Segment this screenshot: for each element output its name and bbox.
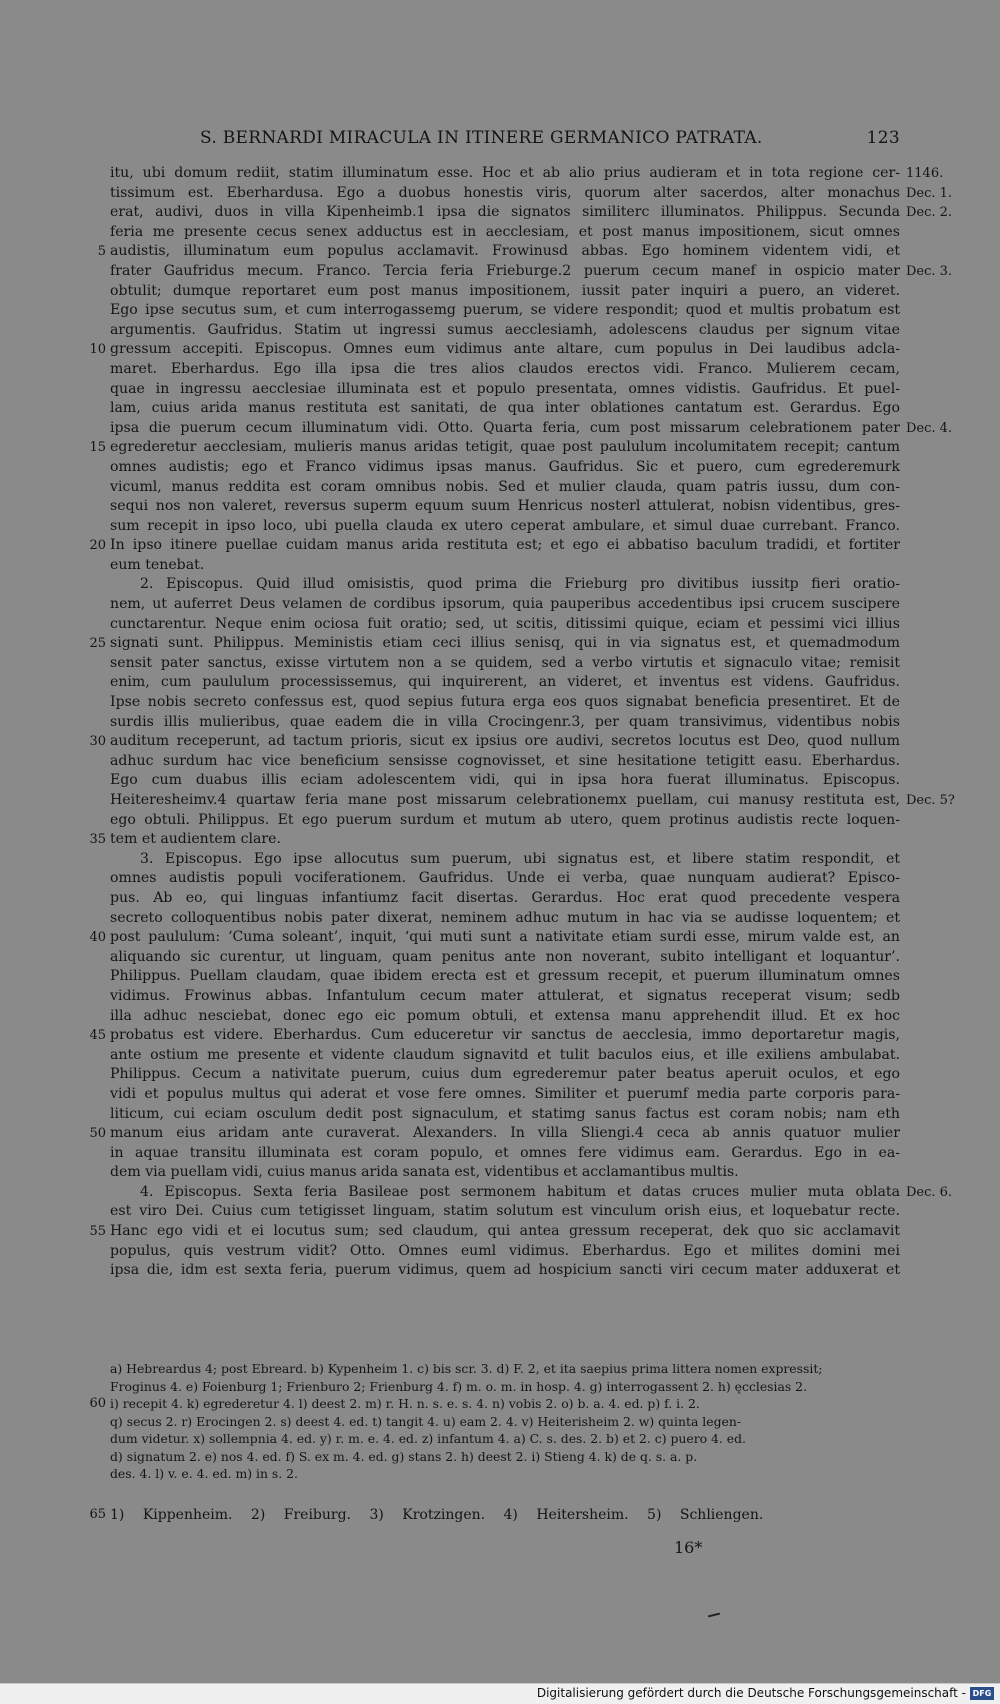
line-number: 10: [89, 342, 106, 358]
text-line-content: tissimum est. Eberhardusa. Ego a duobus honestis viris, quorum alter sacerdos, alter monachus: [110, 184, 900, 201]
text-line: [110, 615, 900, 635]
footnote-line: [110, 1465, 900, 1483]
text-line: [110, 1085, 900, 1105]
text-line-content: illa adhuc nesciebat, donec ego eic pomum obtuli, et extensa manu apprehendit illud. Et ex hoc: [110, 1007, 900, 1024]
line-number: 40: [89, 930, 106, 946]
text-line-content: dem via puellam vidi, cuius manus arida sanata est, videntibus et acclamantibus multis.: [110, 1164, 739, 1181]
text-line: [89, 1124, 900, 1144]
text-line: [110, 1007, 900, 1027]
text-line-content: vidimus. Frowinus abbas. Infantulum cecum mater attulerat, et signatus receperat visum; sedb: [110, 987, 900, 1004]
text-line-content: in aquae transitu illuminata est coram populo, et omnes fere vidimus eam. Gerardus. Ego in ea-: [110, 1144, 900, 1161]
text-line-content: In ipso itinere puellae cuidam manus arida restituta est; et ego ei abbatiso baculum tradidi, et fortiter: [110, 537, 900, 554]
text-line-content: egrederetur aecclesiam, mulieris manus aridas tetigit, quae post paululum incolumitatem recepit; cantum: [110, 439, 900, 456]
text-line: [110, 869, 900, 889]
text-line-content: eum tenebat.: [110, 556, 205, 573]
text-line-content: obtulit; dumque reportaret eum post manus impositionem, iussit pater inquiri a puero, an videret.: [110, 282, 900, 299]
text-line: [89, 830, 900, 850]
text-line: [110, 1261, 900, 1281]
text-line: [89, 928, 900, 948]
text-line-content: Ipse nobis secreto confessus est, quod sepius futura erga eos quos signabat beneficia presentiret. Et de: [110, 694, 900, 711]
footnote-line: [110, 1378, 900, 1396]
footnote-text: dum videtur. x) sollempnia 4. ed. y) r. m. e. 4. ed. z) infantum 4. a) C. s. des. 2. b) et 2. c) puero 4. ed.: [110, 1431, 746, 1446]
text-line: [110, 791, 955, 811]
text-line: [110, 575, 900, 595]
text-line-content: Ego ipse secutus sum, et cum interrogassemg puerum, se videre respondit; quod et multis probatum est: [110, 302, 900, 319]
text-line-content: 3. Episcopus. Ego ipse allocutus sum puerum, ubi signatus est, et libere statim respondit, et: [140, 850, 900, 867]
text-line: [89, 1222, 900, 1242]
line-number: 15: [89, 440, 106, 456]
line-number: 5: [97, 244, 106, 260]
text-line-content: auditum receperunt, ad tactum prioris, sicut ex ipsius ore audivi, secretos locutus est Deo, quod nullum: [110, 733, 900, 750]
text-line: [110, 1144, 900, 1164]
main-text: [89, 164, 955, 1281]
text-line: [110, 850, 900, 870]
footnote-line: [110, 1448, 900, 1466]
text-line-content: frater Gaufridus mecum. Franco. Tercia feria Frieburge.2 puerum cecum manef in ospicio mater: [110, 262, 900, 279]
text-line-content: surdis illis mulieribus, quae eadem die in villa Crocingenr.3, per quam transivimus, videntibus nobis: [110, 713, 900, 730]
text-line-content: omnes audistis; ego et Franco vidimus ipsas manus. Gaufridus. Sic et puero, cum egrederemurk: [110, 458, 900, 475]
text-line-content: aliquando sic curentur, ut linguam, quam penitus ante non noverant, subito intelligant et loquantur’.: [110, 948, 900, 965]
page-number: 123: [866, 128, 900, 148]
footnote-text: q) secus 2. r) Erocingen 2. s) deest 4. ed. t) tangit 4. u) eam 2. 4. v) Heiterisheim 2. w) quinta legen-: [110, 1413, 742, 1429]
footnote-line: [89, 1395, 900, 1413]
line-number: 60: [89, 1396, 106, 1411]
line-number: 50: [89, 1126, 106, 1142]
line-number: 45: [89, 1028, 106, 1044]
text-line: [110, 556, 900, 576]
text-line: [110, 693, 900, 713]
text-line-content: cunctarentur. Neque enim ociosa fuit oratio; sed, ut scitis, ditissimi quique, eciam et pessimi vici illius: [110, 615, 900, 632]
text-line-content: manum eius aridam ante curaverat. Alexanders. In villa Sliengi.4 ceca ab annis quatuor mulier: [110, 1125, 900, 1142]
text-line: [89, 340, 900, 360]
line-number: 30: [89, 734, 106, 750]
text-line-content: signati sunt. Philippus. Meministis etiam ceci illius senisq, qui in via signatus est, et quemadmodum: [110, 635, 900, 652]
text-line-content: feria me presente cecus senex adductus est in aecclesiam, et post manus impositionem, sicut omnes: [110, 223, 900, 240]
text-line: [110, 654, 900, 674]
text-line-content: probatus est videre. Eberhardus. Cum educeretur vir sanctus de aecclesia, immo deportaretur magis,: [110, 1027, 900, 1044]
text-line: [89, 634, 900, 654]
text-line-content: erat, audivi, duos in villa Kipenheimb.1 ipsa die signatos similiterc illuminatos. Philippus. Secunda: [110, 204, 900, 221]
text-line: [110, 967, 900, 987]
text-line-content: omnes audistis populi vociferationem. Gaufridus. Unde ei verba, quae nunquam audierat? Episco-: [110, 870, 900, 887]
text-line-content: gressum accepiti. Episcopus. Omnes eum vidimus ante altare, cum populus in Dei laudibus adcla-: [110, 341, 900, 358]
footnote-line: [110, 1430, 900, 1448]
text-line-content: ipsa die puerum cecum illuminatum vidi. Otto. Quarta feria, cum post missarum celebrationem pater: [110, 419, 900, 436]
text-line: [110, 1105, 900, 1125]
text-line-content: quae in ingressu aecclesiae illuminata est et populo presentata, omnes vidistis. Gaufridus. Et puel-: [110, 380, 900, 397]
text-line-content: pus. Ab eo, qui linguas infantiumz facit disertas. Gerardus. Hoc erat quod precedente vespera: [110, 889, 900, 906]
margin-date: Dec. 2.: [906, 205, 953, 221]
text-line-content: Hanc ego vidi et ei locutus sum; sed claudum, qui antea gressum receperat, dek quo sic acclamavit: [110, 1223, 900, 1240]
text-line: [89, 732, 900, 752]
text-line-content: Ego cum duabus illis eciam adolescentem vidi, qui in ipsa hora fuerat illuminatus. Episcopus.: [110, 772, 900, 789]
margin-date: Dec. 3.: [906, 263, 953, 279]
text-line: [97, 242, 900, 262]
line-number: 25: [89, 636, 106, 652]
text-line: [110, 1065, 900, 1085]
line-number: 55: [89, 1224, 106, 1240]
text-line: [110, 1183, 953, 1203]
text-line: [110, 321, 900, 341]
text-line: [110, 164, 944, 184]
stray-mark: [708, 1613, 720, 1618]
margin-date: Dec. 5?: [906, 793, 955, 808]
running-title: S. BERNARDI MIRACULA IN ITINERE GERMANICO PATRATA.: [200, 128, 763, 148]
text-line-content: vicuml, manus reddita est coram omnibus nobis. Sed et mulier clauda, quam patris iussu, dum con-: [110, 478, 900, 495]
text-line: [110, 262, 953, 282]
text-line: [110, 203, 953, 223]
text-line: [110, 517, 900, 537]
text-line: [110, 419, 953, 439]
text-line-content: maret. Eberhardus. Ego illa ipsa die tres alios claudos erectos vidi. Franco. Mulierem cecam,: [110, 360, 900, 377]
footer-credit: Digitalisierung gefördert durch die Deutsche Forschungsgemeinschaft -: [536, 1686, 966, 1700]
text-line-content: enim, cum paululum processissemus, qui inquirerent, an videret, et inventus est videns. Gaufridus.: [110, 674, 900, 691]
place-notes: [89, 1507, 900, 1523]
line-number: 20: [89, 538, 106, 554]
footnotes: [89, 1360, 900, 1483]
footnote-text: i) recepit 4. k) egrederetur 4. l) deest 2. m) r. H. n. s. e. s. 4. n) vobis 2. o) b. a. 4. ed. p) f. i. 2.: [110, 1396, 700, 1411]
text-line-content: sensit pater sanctus, exisse virtutem non a se quidem, sed a verbo virtutis et signaculo vitae; remisit: [110, 654, 900, 671]
text-line: [110, 478, 900, 498]
text-line-content: ante ostium me presente et vidente claudum signavitd et tulit baculos eius, et ille exiliens ambulabat.: [110, 1046, 900, 1063]
text-line: [89, 1026, 900, 1046]
text-line-content: liticum, cui eciam osculum dedit post signaculum, et statimg sanus factus est coram nobis; nam eth: [110, 1105, 900, 1122]
margin-date: Dec. 6.: [906, 1184, 953, 1200]
footnote-text: a) Hebreardus 4; post Ebreard. b) Kypenheim 1. c) bis scr. 3. d) F. 2, et ita saepius prima littera nomen expressit;: [110, 1361, 823, 1376]
text-line-content: vidi et populus multus qui aderat et vose fere omnes. Similiter et puerumf media parte corporis para-: [110, 1085, 900, 1102]
place-notes-text: 1) Kippenheim. 2) Freiburg. 3) Krotzingen. 4) Heitersheim. 5) Schliengen.: [110, 1507, 764, 1523]
footnote-line: [110, 1360, 900, 1378]
text-line-content: nem, ut auferret Deus velamen de cordibus ipsorum, quia pauperibus accedentibus ipsi crucem suscipere: [110, 596, 900, 613]
footnote-text: d) signatum 2. e) nos 4. ed. f) S. ex m. 4. ed. g) stans 2. h) deest 2. i) Stieng 4. k) de q. s. a. p.: [110, 1448, 698, 1464]
text-line-content: lam, cuius arida manus restituta est sanitati, de qua inter oblationes cantatum est. Gerardus. Ego: [110, 400, 900, 417]
text-line: [110, 380, 900, 400]
text-line: [89, 438, 900, 458]
text-line-content: adhuc surdum hac vice beneficium sensisse cognovisset, et sine hesitatione tetigitt easu. Eberhardus.: [110, 752, 900, 769]
line-number: 65: [89, 1507, 106, 1522]
signature-mark: 16*: [674, 1538, 703, 1557]
text-line-content: est viro Dei. Cuius cum tetigisset linguam, statim solutum est vinculum orish eius, et loquebatur recte.: [110, 1203, 900, 1220]
margin-date: Dec. 4.: [906, 420, 953, 436]
text-line: [89, 536, 900, 556]
text-line: [110, 948, 900, 968]
margin-date: 1146.: [906, 166, 944, 181]
text-line: [110, 909, 900, 929]
text-line: [110, 987, 900, 1007]
text-line: [110, 282, 900, 302]
text-line: [110, 1242, 900, 1262]
text-line: [110, 673, 900, 693]
text-line-content: Philippus. Cecum a nativitate puerum, cuius dum egrederemur pater beatus aperuit oculos, et ego: [110, 1066, 900, 1083]
text-line: [110, 497, 900, 517]
running-header: [200, 128, 900, 148]
text-line-content: populus, quis vestrum vidit? Otto. Omnes euml vidimus. Eberhardus. Ego et milites domini mei: [110, 1242, 900, 1259]
text-line-content: Philippus. Puellam claudam, quae ibidem erecta est et gressum recepit, et puerum illuminatum omnes: [110, 968, 900, 985]
text-line: [110, 811, 900, 831]
text-line-content: secreto colloquentibus nobis pater dixerat, neminem adhuc mutum in hac via se audisse loquentem; et: [110, 909, 900, 926]
footnote-text: des. 4. l) v. e. 4. ed. m) in s. 2.: [110, 1466, 298, 1481]
margin-date: Dec. 1.: [906, 185, 953, 201]
line-number: 35: [89, 832, 106, 848]
text-line-content: ipsa die, idm est sexta feria, puerum vidimus, quem ad hospicium sancti viri cecum mater adduxerat et: [110, 1262, 900, 1279]
text-line: [110, 360, 900, 380]
text-line-content: ego obtuli. Philippus. Et ego puerum surdum et mutum ab utero, quem protinus audistis recte loquen-: [110, 811, 900, 828]
text-line-content: itu, ubi domum rediit, statim illuminatum esse. Hoc et ab alio prius audieram et in tota regione cer-: [110, 165, 900, 181]
footnote-line: [110, 1413, 900, 1431]
text-line: [110, 595, 900, 615]
footnote-text: Froginus 4. e) Foienburg 1; Frienburo 2; Frienburg 4. f) m. o. m. in hosp. 4. g) interrogassent 2. h) ęcclesias 2.: [110, 1378, 808, 1394]
text-line-content: sum recepit in ipso loco, ubi puella clauda ex utero ceperat ambulare, et simul duae currebant. Franco.: [110, 517, 900, 534]
text-line-content: argumentis. Gaufridus. Statim ut ingressi sumus aecclesiamh, adolescens claudus per signum vitae: [110, 321, 900, 338]
text-line-content: sequi nos non valeret, reversus superm equum suum Henricus nosterl attulerat, nobisn videntibus, gres-: [110, 498, 900, 515]
text-line: [110, 752, 900, 772]
digitization-footer: [0, 1683, 1000, 1704]
text-line: [110, 889, 900, 909]
text-line: [110, 223, 900, 243]
text-line: [110, 771, 900, 791]
text-line: [110, 713, 900, 733]
text-line: [110, 1202, 900, 1222]
text-line-content: post paululum: ‘Cuma soleant’, inquit, ‘qui muti sunt a nativitate etiam surdi esse, mirum valde est, an: [110, 929, 900, 946]
text-line: [110, 301, 900, 321]
text-line-content: 4. Episcopus. Sexta feria Basileae post sermonem habitum et datas cruces mulier muta oblata: [140, 1183, 900, 1200]
text-line: [110, 184, 953, 204]
text-line-content: audistis, illuminatum eum populus acclamavit. Frowinusd abbas. Ego hominem videntem vidi, et: [110, 243, 900, 260]
text-line: [110, 399, 900, 419]
text-line-content: 2. Episcopus. Quid illud omisistis, quod prima die Frieburg pro divitibus iussitp fieri oratio-: [140, 576, 900, 593]
text-line: [110, 458, 900, 478]
text-line: [110, 1163, 900, 1183]
text-line-content: Heiteresheimv.4 quartaw feria mane post missarum celebrationemx puellam, cui manusy restituta est,: [110, 792, 900, 808]
dfg-logo-icon: DFG: [970, 1687, 994, 1700]
text-line: [110, 1046, 900, 1066]
text-line-content: tem et audientem clare.: [110, 831, 281, 848]
